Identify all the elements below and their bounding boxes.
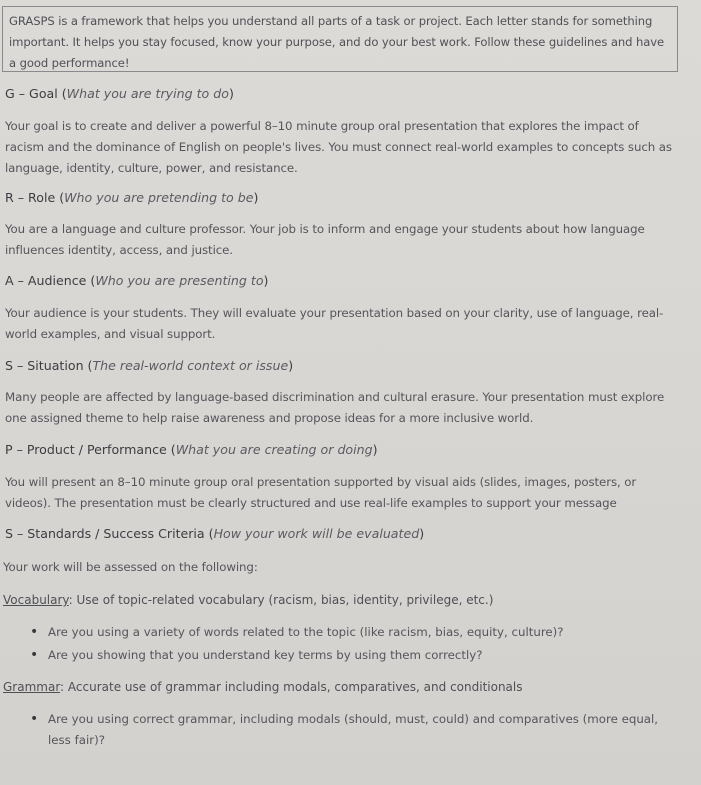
situation-heading xyxy=(5,358,293,373)
grammar-detail: : Accurate use of grammar including modals, comparatives, and conditionals xyxy=(60,680,523,694)
grammar-criterion xyxy=(3,680,523,694)
standards-desc: How your work will be evaluated xyxy=(213,526,420,541)
product-desc: What you are creating or doing xyxy=(175,442,373,457)
situation-close: ) xyxy=(288,358,294,373)
vocabulary-detail: : Use of topic-related vocabulary (racism, bias, identity, privilege, etc.) xyxy=(68,593,494,607)
situation-body: Many people are affected by language-based discrimination and cultural erasure. Your presentation must explore one assigned theme to help raise awareness and propose ideas for a more inclusive world. xyxy=(5,390,665,425)
vocabulary-label: Vocabulary xyxy=(3,593,69,607)
goal-title: G – Goal ( xyxy=(5,86,67,101)
goal-heading xyxy=(5,86,234,101)
intro-box: GRASPS is a framework that helps you understand all parts of a task or project. Each letter stands for something important. It helps you stay focused, know your purpose, and do your best work. Follow these guidelines and have a good performance! xyxy=(2,6,678,72)
product-title: P – Product / Performance ( xyxy=(5,442,176,457)
vocabulary-criterion xyxy=(3,593,493,607)
bullet-text: Are you using correct grammar, including modals (should, must, could) and comparatives (more equal, less fair)? xyxy=(48,712,659,747)
bullet-icon: • xyxy=(30,711,39,727)
goal-close: ) xyxy=(228,86,234,101)
grammar-label: Grammar xyxy=(3,680,61,694)
bullet-text: Are you showing that you understand key terms by using them correctly? xyxy=(48,648,483,662)
role-desc: Who you are pretending to be xyxy=(64,190,254,205)
bullet-icon: • xyxy=(30,624,39,640)
standards-heading xyxy=(5,526,424,541)
situation-desc: The real-world context or issue xyxy=(92,358,289,373)
standards-title: S – Standards / Success Criteria ( xyxy=(5,526,214,541)
role-body: You are a language and culture professor. Your job is to inform and engage your students about how language influences identity, access, and justice. xyxy=(5,222,645,257)
audience-close: ) xyxy=(263,273,269,288)
goal-desc: What you are trying to do xyxy=(66,86,229,101)
standards-body: Your work will be assessed on the following: xyxy=(3,560,258,574)
product-body: You will present an 8–10 minute group oral presentation supported by visual aids (slides, images, posters, or videos). The presentation must be clearly structured and use real-life examples to support your message xyxy=(5,475,637,510)
audience-title: A – Audience ( xyxy=(5,273,96,288)
product-heading xyxy=(5,442,378,457)
product-close: ) xyxy=(372,442,378,457)
audience-desc: Who you are presenting to xyxy=(95,273,264,288)
role-heading xyxy=(5,190,258,205)
bullet-icon: • xyxy=(30,647,39,663)
role-close: ) xyxy=(253,190,259,205)
standards-close: ) xyxy=(419,526,425,541)
vocabulary-bullet-2 xyxy=(30,645,680,666)
audience-body: Your audience is your students. They will evaluate your presentation based on your clarity, use of language, real-world examples, and visual support. xyxy=(5,306,664,341)
goal-body: Your goal is to create and deliver a powerful 8–10 minute group oral presentation that explores the impact of racism and the dominance of English on people's lives. You must connect real-world examples to concepts such as language, identity, culture, power, and resistance. xyxy=(5,119,672,175)
vocabulary-bullet-1 xyxy=(30,622,680,643)
bullet-text: Are you using a variety of words related to the topic (like racism, bias, equity, culture)? xyxy=(48,625,564,639)
role-title: R – Role ( xyxy=(5,190,65,205)
situation-title: S – Situation ( xyxy=(5,358,93,373)
audience-heading xyxy=(5,273,268,288)
grammar-bullet-1 xyxy=(30,709,680,751)
